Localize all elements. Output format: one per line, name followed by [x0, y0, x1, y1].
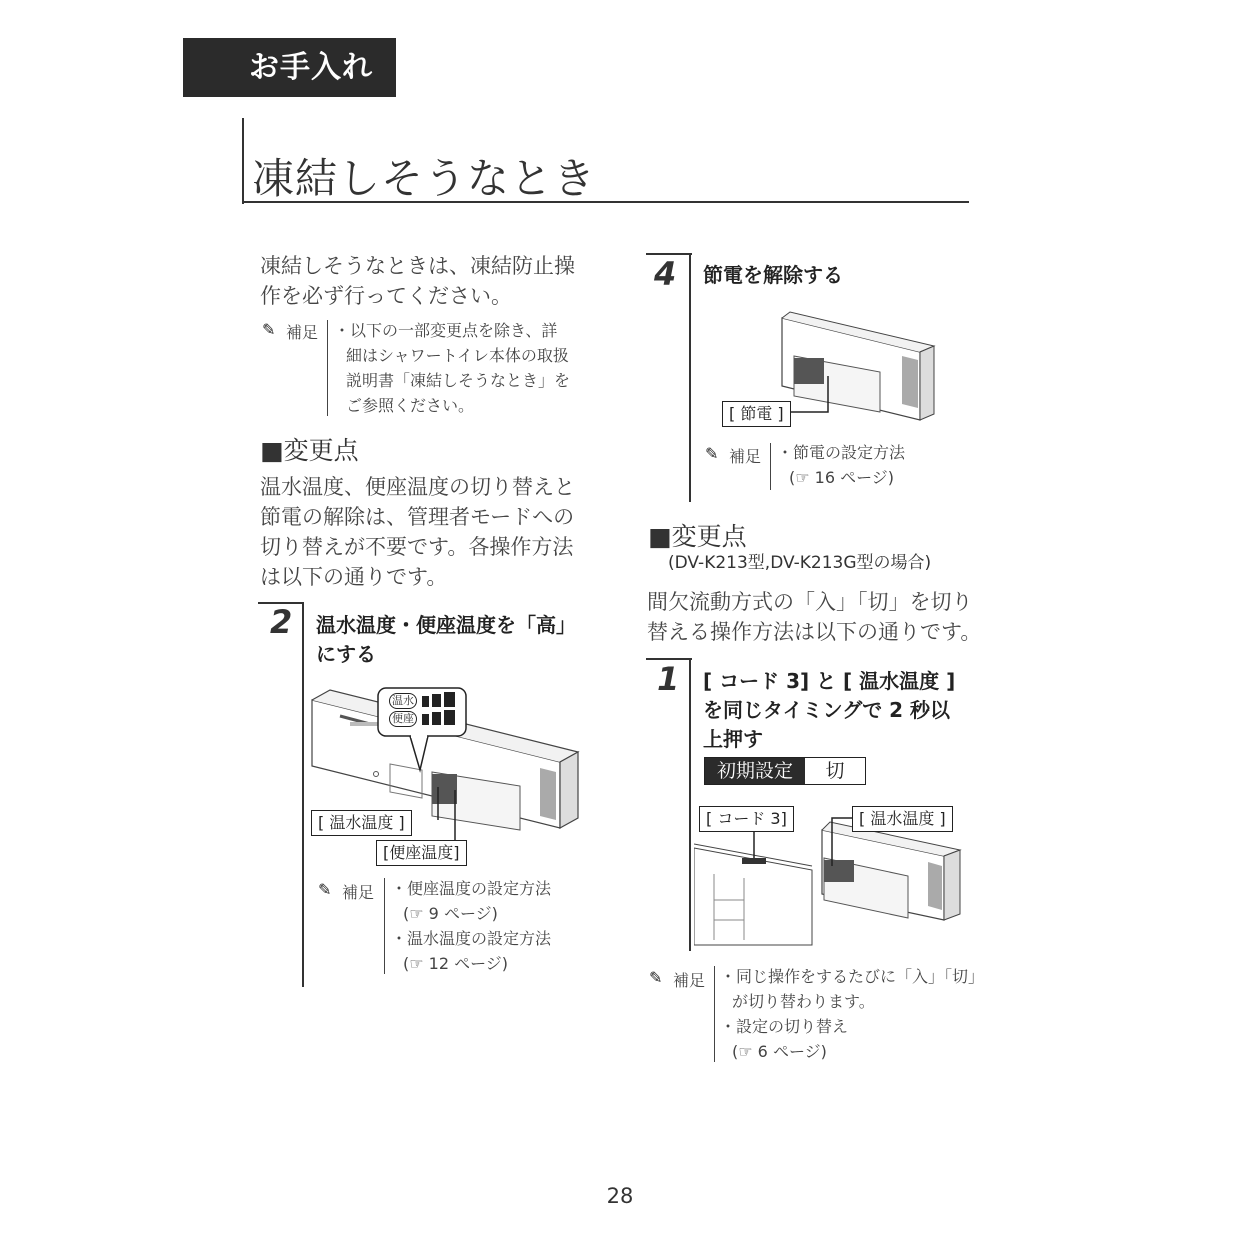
note-divider — [770, 443, 771, 490]
step4-note: ・節電の設定方法 (☞ 16 ページ) — [777, 443, 906, 487]
pencil-icon: ✎ — [318, 880, 332, 899]
note-label: 補足 — [729, 447, 762, 466]
initial-setting-label: 初期設定 — [705, 758, 805, 784]
step1-number: 1 — [657, 660, 680, 698]
pencil-icon: ✎ — [649, 968, 663, 987]
initial-setting — [704, 757, 866, 785]
step1-note: ・同じ操作をするたびに「入」「切」 が切り替わります。 ・設定の切り替え (☞ 6 ページ) — [720, 967, 985, 1061]
step1-title: [ コード 3] と [ 温水温度 ] を同じタイミングで 2 秒以 上押す — [703, 669, 956, 751]
label-water-temp-2: [ 温水温度 ] — [852, 806, 953, 832]
label-water-temp: [ 温水温度 ] — [311, 810, 412, 836]
note-divider — [714, 966, 715, 1062]
step2-note: ・便座温度の設定方法 (☞ 9 ページ) ・温水温度の設定方法 (☞ 12 ページ) — [391, 879, 552, 973]
heading-change: ■変更点 — [260, 436, 359, 465]
callout-seat: 便座 — [389, 711, 417, 727]
pencil-icon: ✎ — [705, 444, 719, 463]
pencil-icon: ✎ — [262, 320, 276, 339]
step4-number: 4 — [654, 255, 677, 293]
label-power-save: [ 節電 ] — [722, 401, 791, 427]
step2-rule — [302, 602, 304, 987]
initial-setting-value: 切 — [805, 758, 865, 784]
label-seat-temp: [便座温度] — [376, 840, 467, 866]
step2-title: 温水温度・便座温度を「高」 にする — [316, 613, 576, 666]
step2-number: 2 — [270, 603, 293, 641]
page-number: 28 — [606, 1184, 634, 1208]
title-rule-vertical — [242, 118, 244, 204]
note-intro: ・以下の一部変更点を除き、詳 細はシャワートイレ本体の取扱 説明書「凍結しそうなとき」を ご参照ください。 — [334, 321, 571, 415]
note-label: 補足 — [342, 883, 375, 902]
change2-text: 間欠流動方式の「入」「切」を切り 替える操作方法は以下の通りです。 — [647, 590, 982, 644]
step4-rule — [689, 253, 691, 502]
step1-rule — [689, 658, 691, 951]
label-code3: [ コード 3] — [699, 806, 794, 832]
note-label: 補足 — [673, 971, 706, 990]
intro-text: 凍結しそうなときは、凍結防止操 作を必ず行ってください。 — [260, 254, 575, 308]
change-text: 温水温度、便座温度の切り替えと 節電の解除は、管理者モードへの 切り替えが不要です。各操作方法 は以下の通りです。 — [260, 475, 575, 589]
section-tab: お手入れ — [183, 38, 396, 97]
note-divider — [327, 320, 328, 416]
model-note: (DV-K213型,DV-K213G型の場合) — [668, 553, 932, 573]
step4-title: 節電を解除する — [703, 263, 843, 287]
callout-water: 温水 — [389, 693, 417, 709]
page-title: 凍結しそうなとき — [252, 154, 597, 203]
note-divider — [384, 878, 385, 974]
heading-change-2: ■変更点 — [648, 522, 747, 551]
note-label: 補足 — [286, 323, 319, 342]
